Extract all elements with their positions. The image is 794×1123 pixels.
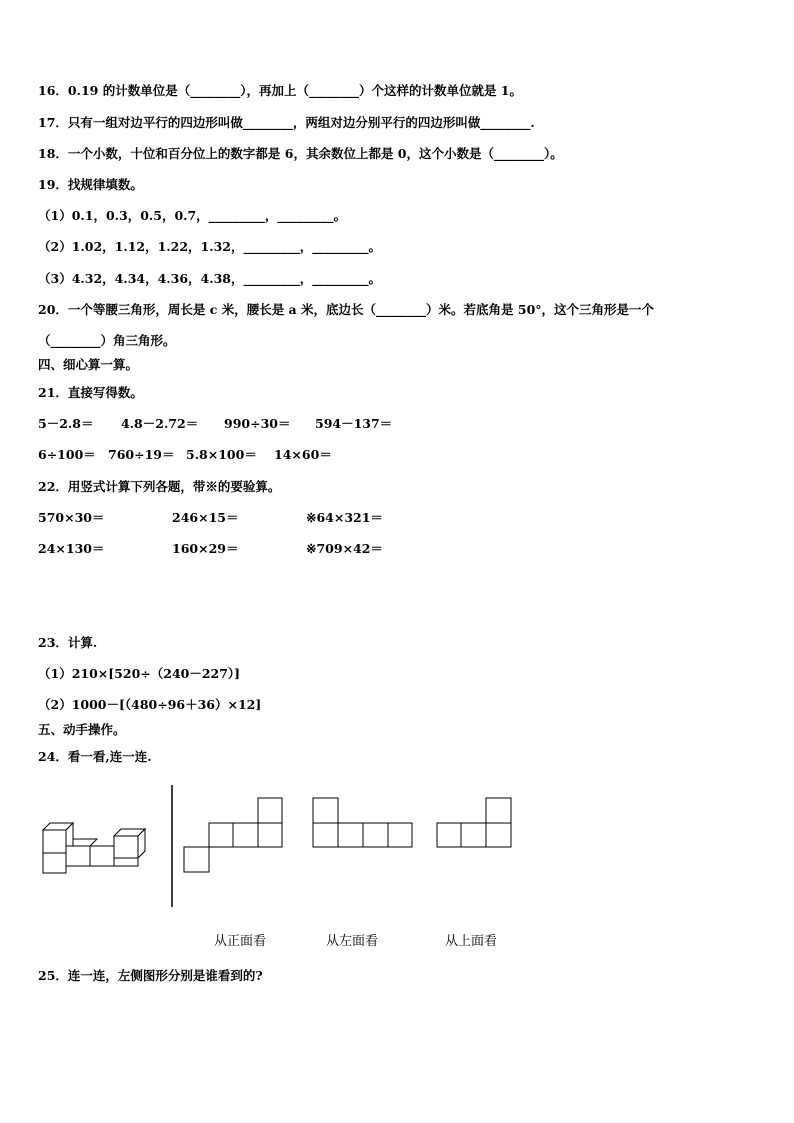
vertical-divider — [170, 785, 174, 907]
q22-item: ※709×42＝ — [306, 541, 383, 556]
question-18: 18．一个小数，十位和百分位上的数字都是 6，其余数位上都是 0，这个小数是（________）。 — [38, 146, 563, 161]
q21-item: 990÷30＝ — [224, 416, 291, 431]
q22-item: 570×30＝ — [38, 510, 105, 525]
question-19-2: （2）1.02，1.12，1.22，1.32，_________，_________。 — [38, 239, 381, 254]
question-19-3: （3）4.32，4.34，4.36，4.38，_________，_________。 — [38, 271, 381, 286]
q22-item: ※64×321＝ — [306, 510, 383, 525]
caption-top-view: 从上面看 — [445, 934, 498, 949]
question-19: 19．找规律填数。 — [38, 177, 143, 192]
section-5-heading: 五、动手操作。 — [38, 722, 126, 737]
question-17: 17．只有一组对边平行的四边形叫做________，两组对边分别平行的四边形叫做________. — [38, 115, 535, 130]
question-25: 25．连一连，左侧图形分别是谁看到的? — [38, 968, 263, 983]
view-shape-3 — [435, 797, 515, 851]
question-22: 22．用竖式计算下列各题，带※的要验算。 — [38, 479, 281, 494]
q21-item: 4.8－2.72＝ — [121, 416, 199, 431]
question-23-1: （1）210×[520÷（240－227）] — [38, 666, 241, 681]
q22-item: 160×29＝ — [172, 541, 239, 556]
question-21: 21．直接写得数。 — [38, 385, 143, 400]
question-19-1: （1）0.1，0.3，0.5，0.7，_________，_________。 — [38, 208, 347, 223]
question-20-line1: 20．一个等腰三角形，周长是 c 米，腰长是 a 米，底边长（________）米。若底角是 50°，这个三角形是一个 — [38, 302, 655, 317]
q21-item: 594－137＝ — [315, 416, 393, 431]
caption-left-view: 从左面看 — [326, 934, 379, 949]
question-16: 16．0.19 的计数单位是（________），再加上（________）个这样的计数单位就是 1。 — [38, 83, 522, 98]
question-20-line2: （________）角三角形。 — [38, 333, 176, 348]
q22-item: 24×130＝ — [38, 541, 105, 556]
q21-item: 14×60＝ — [274, 447, 332, 462]
q21-item: 760÷19＝ — [108, 447, 175, 462]
question-24: 24．看一看,连一连. — [38, 749, 152, 764]
question-23-2: （2）1000－[（480÷96＋36）×12] — [38, 697, 262, 712]
view-shape-1 — [182, 797, 286, 875]
cube-arrangement-figure — [38, 818, 158, 878]
q21-item: 6÷100＝ — [38, 447, 96, 462]
question-23: 23．计算. — [38, 635, 98, 650]
section-4-heading: 四、细心算一算。 — [38, 357, 139, 372]
q21-item: 5－2.8＝ — [38, 416, 94, 431]
q22-item: 246×15＝ — [172, 510, 239, 525]
caption-front-view: 从正面看 — [214, 934, 267, 949]
view-shape-2 — [311, 797, 415, 851]
q21-item: 5.8×100＝ — [186, 447, 257, 462]
